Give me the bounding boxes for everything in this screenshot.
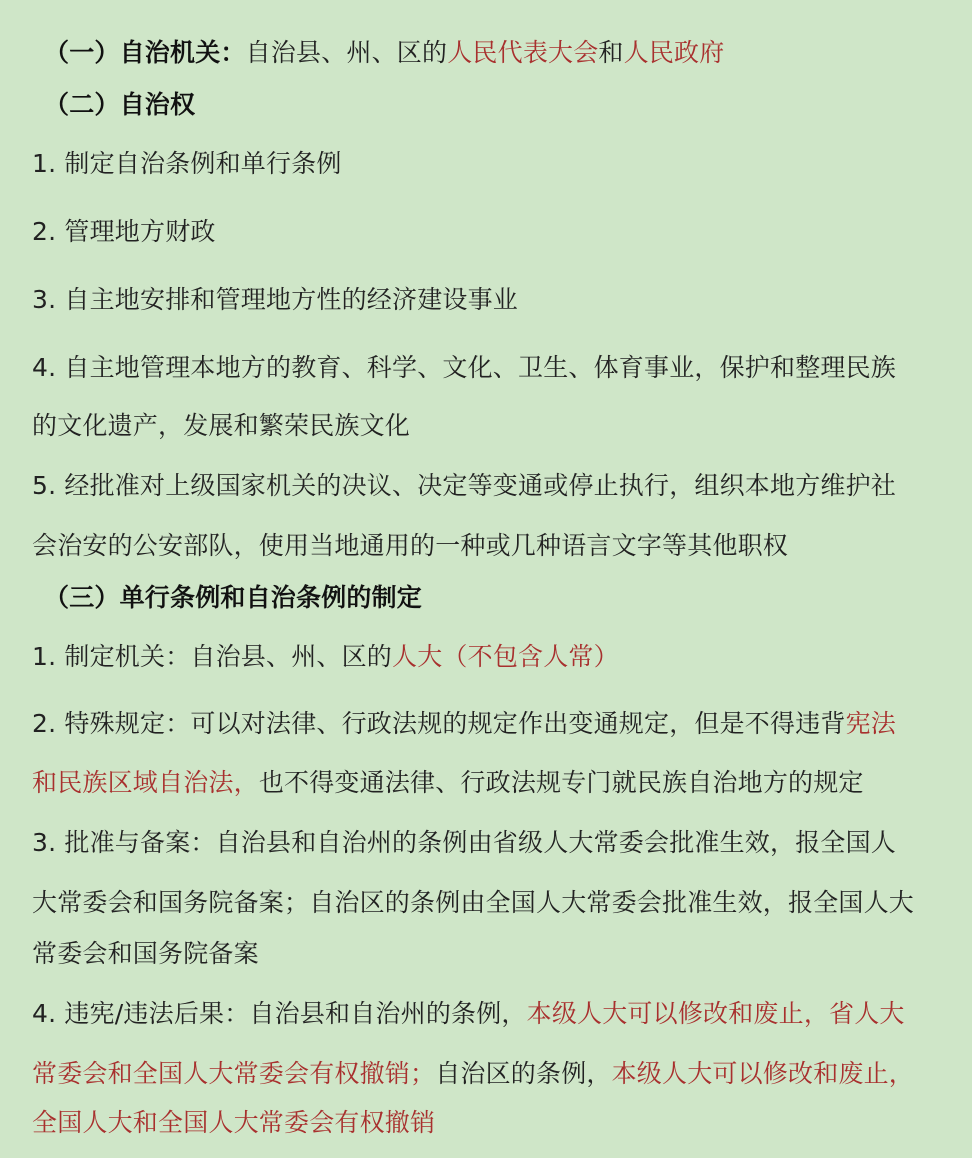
section-2-heading: （二）自治权 <box>44 90 196 119</box>
section-3-item-4-line-1 <box>32 997 905 1031</box>
section-3-item-4-line-2 <box>32 1057 914 1091</box>
section-3-item-1 <box>32 640 619 674</box>
section-2-item-4-line-2: 的文化遗产，发展和繁荣民族文化 <box>32 411 411 440</box>
section-3-item-4-highlight-3: 本级人大可以修改和废止， <box>611 1059 915 1088</box>
section-2-item-5-line-2: 会治安的公安部队，使用当地通用的一种或几种语言文字等其他职权 <box>32 531 789 560</box>
section-3-item-2-text: 2. 特殊规定：可以对法律、行政法规的规定作出变通规定，但是不得违背 <box>32 709 846 738</box>
section-3-item-3-line-3: 常委会和国务院备案 <box>32 939 259 968</box>
section-2-item-2: 2. 管理地方财政 <box>32 217 216 246</box>
section-1-text: 自治县、州、区的 <box>245 38 448 67</box>
section-1-colon: ： <box>220 38 246 67</box>
section-3-item-2-rest: 也不得变通法律、行政法规专门就民族自治地方的规定 <box>258 768 864 797</box>
section-1-label: （一）自治机关 <box>44 38 221 67</box>
section-1-line <box>44 36 724 70</box>
section-3-heading: （三）单行条例和自治条例的制定 <box>44 583 423 612</box>
section-3-item-2-line-1 <box>32 707 896 741</box>
section-2-item-3: 3. 自主地安排和管理地方性的经济建设事业 <box>32 285 519 314</box>
section-2-item-5-line-1: 5. 经批准对上级国家机关的决议、决定等变通或停止执行，组织本地方维护社 <box>32 471 897 500</box>
section-3-item-3-line-2: 大常委会和国务院备案；自治区的条例由全国人大常委会批准生效，报全国人大 <box>32 888 915 917</box>
section-3-item-3-line-1: 3. 批准与备案：自治县和自治州的条例由省级人大常委会批准生效，报全国人 <box>32 828 897 857</box>
section-3-item-4-line-3 <box>32 1106 435 1140</box>
section-3-item-4-highlight-2: 常委会和全国人大常委会有权撤销； <box>32 1059 436 1088</box>
section-3-item-2-highlight-autonomy-law: 和民族区域自治法， <box>32 768 259 797</box>
section-1-highlight-congress: 人民代表大会 <box>447 38 599 67</box>
section-3-item-4-text: 4. 违宪/违法后果：自治县和自治州的条例， <box>32 999 527 1028</box>
section-3-item-4-highlight-1: 本级人大可以修改和废止，省人大 <box>526 999 905 1028</box>
section-1-highlight-government: 人民政府 <box>623 38 725 67</box>
section-2-item-4-line-1: 4. 自主地管理本地方的教育、科学、文化、卫生、体育事业，保护和整理民族 <box>32 353 897 382</box>
section-3-item-1-text: 1. 制定机关：自治县、州、区的 <box>32 642 393 671</box>
section-3-item-2-line-2 <box>32 766 864 800</box>
section-3-item-1-highlight: 人大（不包含人常） <box>392 642 619 671</box>
section-3-item-4-highlight-4: 全国人大和全国人大常委会有权撤销 <box>32 1108 436 1137</box>
section-3-item-2-highlight-constitution: 宪法 <box>845 709 897 738</box>
section-3-item-4-mid: 自治区的条例， <box>435 1059 612 1088</box>
section-2-item-1: 1. 制定自治条例和单行条例 <box>32 149 342 178</box>
section-1-and: 和 <box>598 38 624 67</box>
